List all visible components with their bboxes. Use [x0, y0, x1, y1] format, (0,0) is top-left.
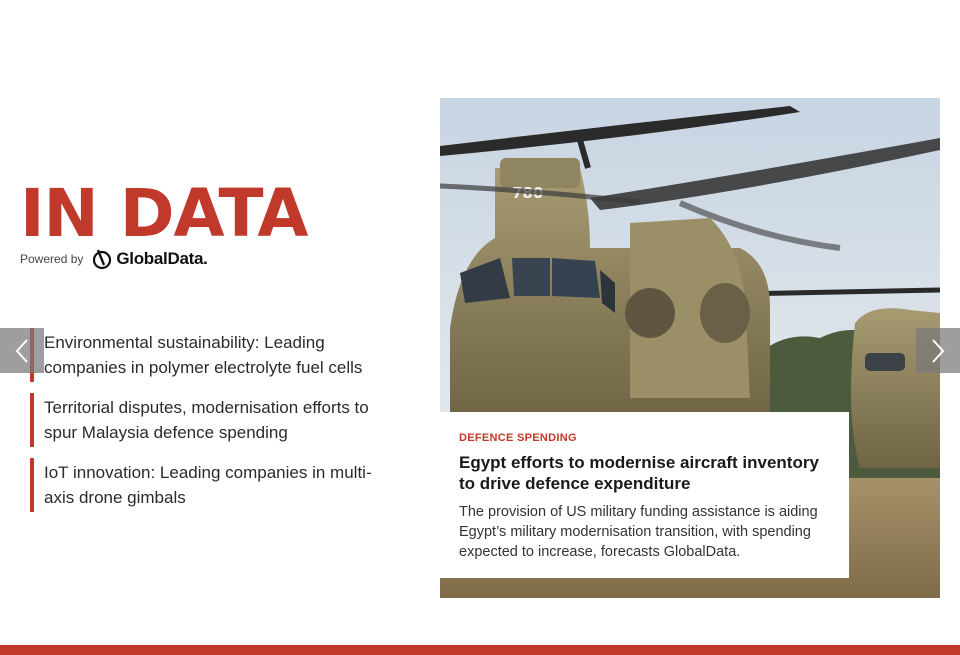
tail-number: 780 — [512, 184, 544, 202]
headline-list — [30, 328, 400, 523]
globaldata-logo[interactable] — [91, 248, 207, 270]
chevron-left-icon — [14, 338, 30, 364]
headline-item[interactable]: Environmental sustainability: Leading companies in polymer electrolyte fuel cells — [30, 328, 400, 382]
headline-item[interactable]: IoT innovation: Leading companies in multi-axis drone gimbals — [30, 458, 400, 512]
headline-item[interactable]: Territorial disputes, modernisation efforts to spur Malaysia defence spending — [30, 393, 400, 447]
globaldata-logo-text: GlobalData. — [116, 249, 208, 268]
feature-summary: The provision of US military funding assistance is aiding Egypt’s military modernisation transition, with spending expected to increase, forecasts GlobalData. — [459, 504, 818, 560]
globaldata-mark-icon — [91, 248, 113, 270]
previous-slide-button[interactable] — [0, 328, 44, 373]
category-label[interactable]: DEFENCE SPENDING — [459, 432, 577, 444]
powered-by-label: Powered by — [20, 252, 84, 266]
feature-card[interactable] — [440, 412, 849, 578]
feature-title[interactable]: Egypt efforts to modernise aircraft inventory to drive defence expenditure — [459, 453, 819, 493]
bottom-accent-bar — [0, 645, 960, 655]
chevron-right-icon — [930, 338, 946, 364]
in-data-title: IN DATA — [20, 175, 308, 252]
next-slide-button[interactable] — [916, 328, 960, 373]
powered-by-row — [20, 248, 208, 270]
